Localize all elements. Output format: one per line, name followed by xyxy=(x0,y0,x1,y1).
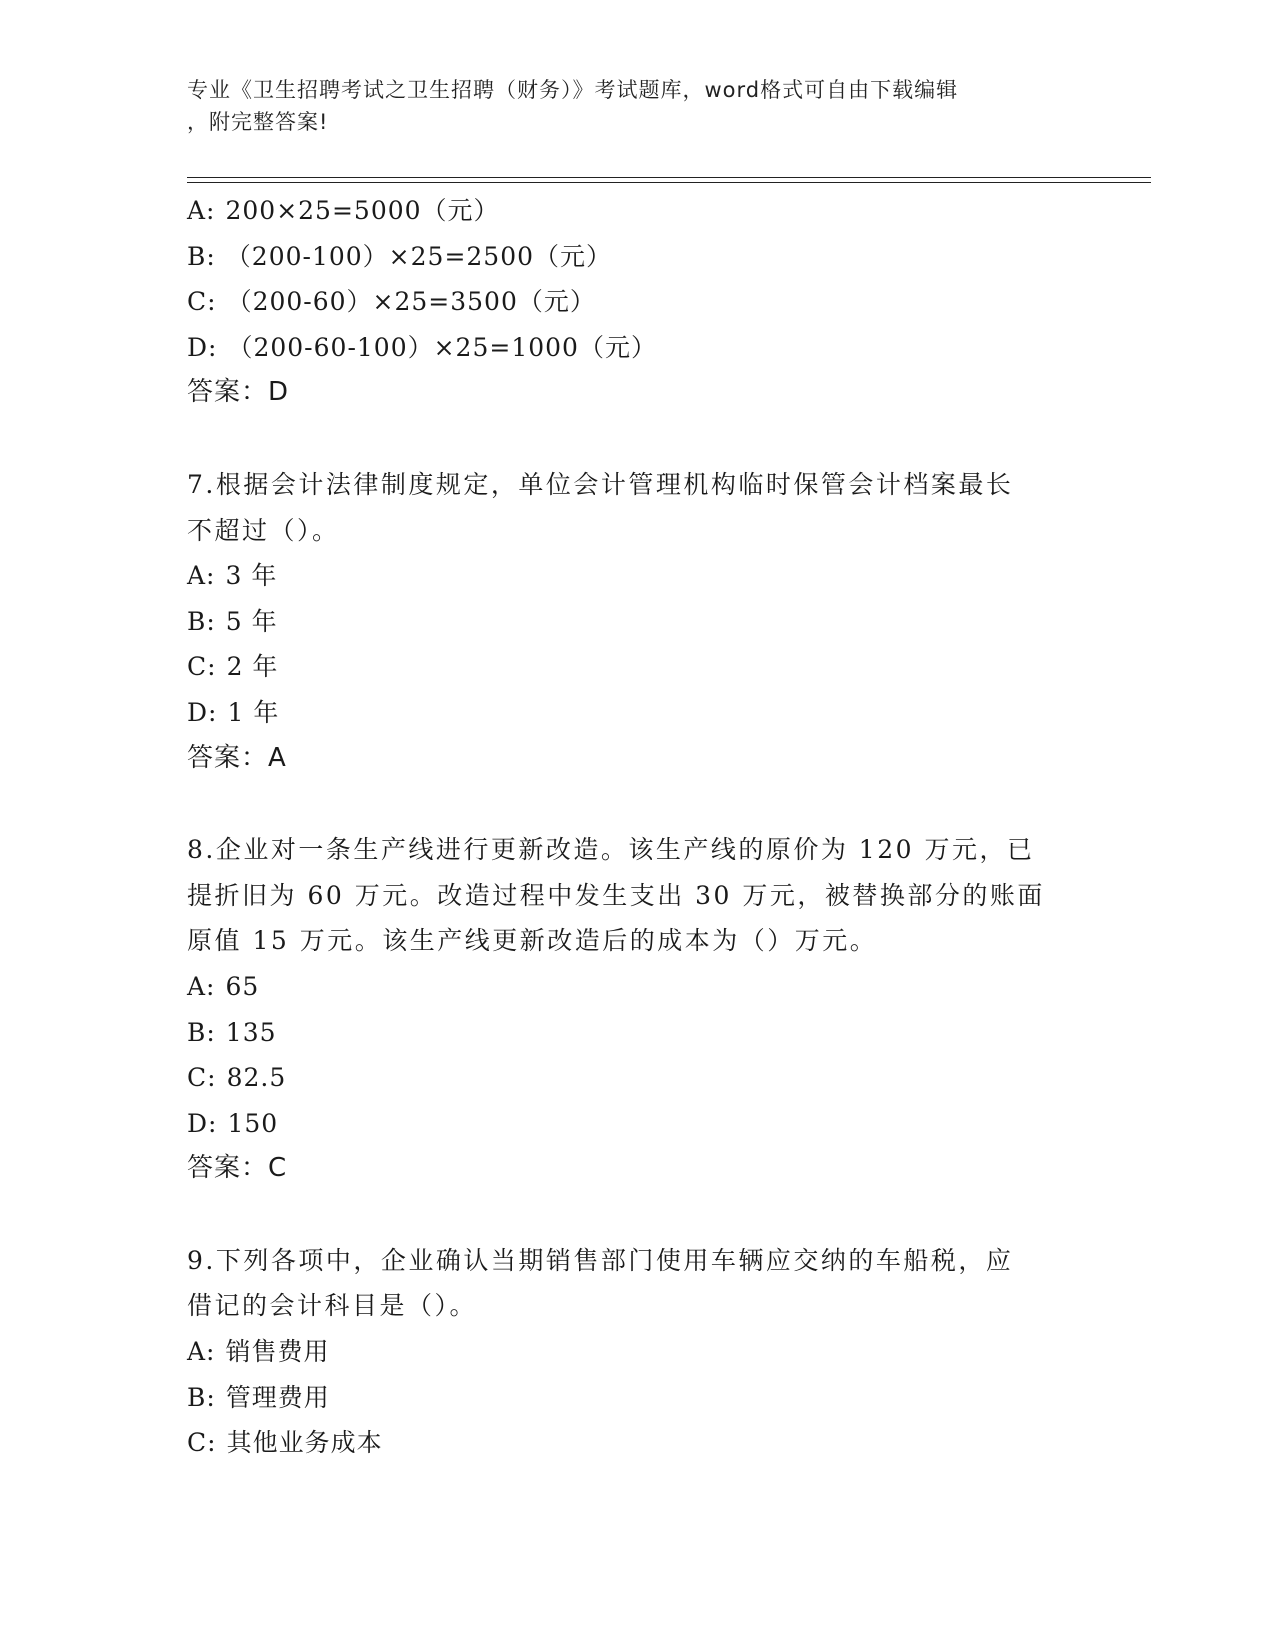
option-d: D: 1 年 xyxy=(187,697,280,727)
option-a: A: 销售费用 xyxy=(187,1337,330,1367)
answer: 答案：D xyxy=(187,377,290,408)
question-list xyxy=(187,188,1067,1466)
option-d: D: 150 xyxy=(187,1108,279,1138)
question-stem: 9.下列各项中，企业确认当期销售部门使用车辆应交纳的车船税，应 借记的会计科目是（）。 xyxy=(187,1245,1014,1321)
document-header xyxy=(187,74,1087,138)
option-b: B: 135 xyxy=(187,1017,277,1047)
spacer xyxy=(187,416,1067,462)
header-divider-top xyxy=(187,177,1151,178)
option-c: C: （200-60）×25=3500（元） xyxy=(187,287,596,317)
spacer xyxy=(187,1192,1067,1238)
option-c: C: 2 年 xyxy=(187,652,279,682)
option-d: D: （200-60-100）×25=1000（元） xyxy=(187,332,657,362)
question-9 xyxy=(187,1238,1067,1466)
option-b: B: 管理费用 xyxy=(187,1382,330,1412)
spacer xyxy=(187,781,1067,827)
header-line-2: ，附完整答案! xyxy=(187,110,329,134)
question-6 xyxy=(187,188,1067,416)
option-c: C: 82.5 xyxy=(187,1063,287,1093)
question-stem: 8.企业对一条生产线进行更新改造。该生产线的原价为 120 万元，已 提折旧为 60 万元。改造过程中发生支出 30 万元，被替换部分的账面 原值 15 万元。该生产线更新改造后的成本为（）万元。 xyxy=(187,835,1045,956)
question-stem: 7.根据会计法律制度规定，单位会计管理机构临时保管会计档案最长 不超过（）。 xyxy=(187,469,1014,545)
answer: 答案：A xyxy=(187,742,287,773)
option-a: A: 65 xyxy=(187,971,260,1001)
option-b: B: （200-100）×25=2500（元） xyxy=(187,241,613,271)
option-b: B: 5 年 xyxy=(187,606,278,636)
question-8 xyxy=(187,827,1067,1192)
question-7 xyxy=(187,462,1067,781)
header-divider-bottom xyxy=(187,182,1151,183)
option-a: A: 200×25=5000（元） xyxy=(187,196,500,225)
option-a: A: 3 年 xyxy=(187,561,278,591)
option-c: C: 其他业务成本 xyxy=(187,1428,383,1458)
header-line-1: 专业《卫生招聘考试之卫生招聘（财务）》考试题库，word格式可自由下载编辑 xyxy=(187,78,959,102)
answer: 答案：C xyxy=(187,1153,288,1184)
